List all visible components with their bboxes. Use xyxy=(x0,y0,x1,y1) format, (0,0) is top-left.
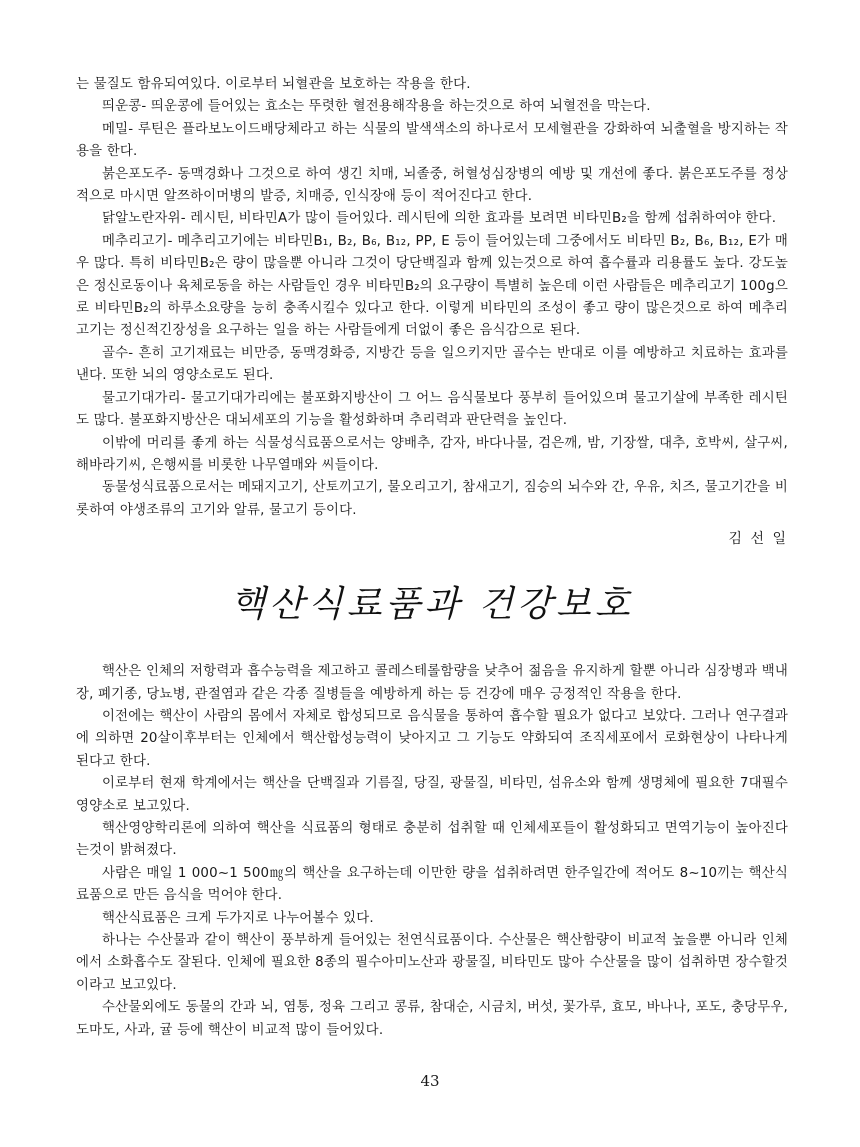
paragraph: 하나는 수산물과 같이 핵산이 풍부하게 들어있는 천연식료품이다. 수산물은 핵산함량이 비교적 높을뿐 아니라 인체에서 소화흡수도 잘된다. 인체에 필요한 8종의 필수아미노산과 광물질, 비타민도 많아 수산물을 많이 섭취하면 장수할것이라고 보고있다. xyxy=(76,933,788,993)
paragraph: 메추리고기- 메추리고기에는 비타민B₁, B₂, B₆, B₁₂, PP, E 등이 들어있는데 그중에서도 비타민 B₂, B₆, B₁₂, E가 매우 많다. 특히 비타민B₂은 량이 많을뿐 아니라 그것이 당단백질과 함께 있는것으로 하여 흡수률과 리용률도 높다. 강도높은 정신로동이나 육체로동을 하는 사람들인 경우 비타민B₂의 요구량이 특별히 높은데 이런 사람들은 메추리고기 100g으로 비타민B₂의 하루소요량을 능히 충족시킬수 있다고 한다. 이렇게 비타민의 조성이 좋고 량이 많은것으로 하여 메추리고기는 정신적긴장성을 요구하는 일을 하는 사람들에게 더없이 좋은 음식감으로 된다. xyxy=(76,233,788,339)
article-body-2 xyxy=(76,661,788,1042)
paragraph: 사람은 매일 1 000~1 500㎎의 핵산을 요구하는데 이만한 량을 섭취하려면 한주일간에 적어도 8~10끼는 핵산식료품으로 만든 음식을 먹어야 한다. xyxy=(76,865,788,904)
article-title: 핵산식료품과 건강보호 xyxy=(230,584,634,626)
paragraph: 수산물외에도 동물의 간과 뇌, 염통, 정육 그리고 콩류, 참대순, 시금치, 버섯, 꽃가루, 효모, 바나나, 포도, 충당무우, 도마도, 사과, 귤 등에 핵산이 비교적 많이 들어있다. xyxy=(76,1000,788,1038)
paragraph: 물고기대가리- 물고기대가리에는 불포화지방산이 그 어느 음식물보다 풍부히 들어있으며 물고기살에 부족한 레시틴도 많다. 불포화지방산은 대뇌세포의 기능을 활성화하며 추리력과 판단력을 높인다. xyxy=(76,390,788,429)
author-name: 김 선 일 xyxy=(728,531,788,548)
paragraph: 골수- 흔히 고기재료는 비만증, 동맥경화증, 지방간 등을 일으키지만 골수는 반대로 이를 예방하고 치료하는 효과를 낸다. 또한 뇌의 영양소로도 된다. xyxy=(76,345,788,384)
paragraph: 핵산은 인체의 저항력과 흡수능력을 제고하고 콜레스테롤함량을 낮추어 젊음을 유지하게 할뿐 아니라 심장병과 백내장, 폐기종, 당뇨병, 관절염과 같은 각종 질병들을 예방하게 하는 등 건강에 매우 긍정적인 작용을 한다. xyxy=(76,664,788,702)
page-content xyxy=(76,74,788,1042)
paragraph: 띄운콩- 띄운콩에 들어있는 효소는 뚜렷한 혈전용해작용을 하는것으로 하여 뇌혈전을 막는다. xyxy=(102,99,651,115)
paragraph: 동물성식료품으로서는 메돼지고기, 산토끼고기, 물오리고기, 참새고기, 짐승의 뇌수와 간, 우유, 치즈, 물고기간을 비롯하여 야생조류의 고기와 알류, 물고기 등이다. xyxy=(76,480,788,518)
paragraph: 핵산식료품은 크게 두가지로 나누어볼수 있다. xyxy=(102,910,374,926)
paragraph: 이전에는 핵산이 사람의 몸에서 자체로 합성되므로 음식물을 통하여 흡수할 필요가 없다고 보았다. 그러나 연구결과에 의하면 20살이후부터는 인체에서 핵산합성능력이 낮아지고 그 기능도 약화되여 조직세포에서 로화현상이 나타나게 된다고 한다. xyxy=(76,708,788,769)
paragraph: 메밀- 루틴은 플라보노이드배당체라고 하는 식물의 발색색소의 하나로서 모세혈관을 강화하여 뇌출혈을 방지하는 작용을 한다. xyxy=(76,121,788,160)
paragraph: 핵산영양학리론에 의하여 핵산을 식료품의 형태로 충분히 섭취할 때 인체세포들이 활성화되고 면역기능이 높아진다는것이 밝혀졌다. xyxy=(76,820,788,859)
paragraph: 붉은포도주- 동맥경화나 그것으로 하여 생긴 치매, 뇌졸중, 허혈성심장병의 예방 및 개선에 좋다. 붉은포도주를 정상적으로 마시면 알쯔하이머병의 발증, 치매증, 인식장애 등이 적어진다고 한다. xyxy=(76,166,788,205)
article-body-1 xyxy=(76,74,788,522)
paragraph: 는 물질도 함유되여있다. 이로부터 뇌혈관을 보호하는 작용을 한다. xyxy=(76,77,471,92)
page-number: 43 xyxy=(420,1072,440,1090)
paragraph: 이로부터 현재 학계에서는 핵산을 단백질과 기름질, 당질, 광물질, 비타민, 섬유소와 함께 생명체에 필요한 7대필수영양소로 보고있다. xyxy=(76,776,788,814)
paragraph: 이밖에 머리를 좋게 하는 식물성식료품으로서는 양배추, 감자, 바다나물, 검은깨, 밤, 기장쌀, 대추, 호박씨, 살구씨, 해바라기씨, 은행씨를 비롯한 나무열매와 씨들이다. xyxy=(76,435,788,473)
paragraph: 닭알노란자위- 레시틴, 비타민A가 많이 들어있다. 레시틴에 의한 효과를 보려면 비타민B₂을 함께 섭취하여야 한다. xyxy=(102,211,777,227)
